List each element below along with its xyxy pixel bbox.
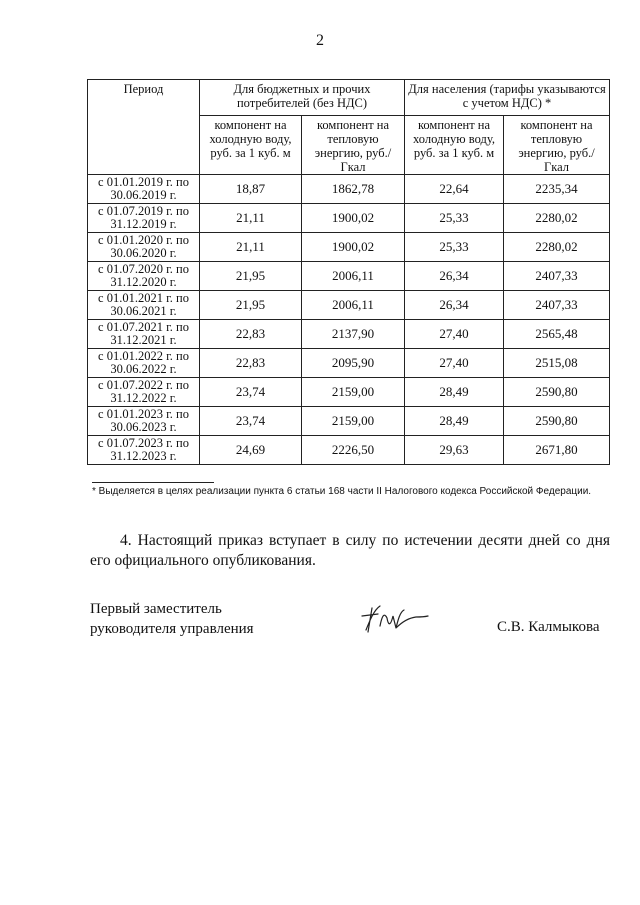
table-cell-population-heat: 2515,08 [504, 349, 610, 378]
table-cell-budget-water: 22,83 [200, 320, 302, 349]
table-cell-budget-heat: 1862,78 [302, 175, 405, 204]
table-cell-population-water: 25,33 [405, 204, 504, 233]
handwritten-signature [360, 602, 430, 641]
table-cell-budget-heat: 2159,00 [302, 378, 405, 407]
table-cell-budget-water: 22,83 [200, 349, 302, 378]
population-group-header: Для населения (тарифы указываются с учетом НДС) * [405, 80, 610, 116]
table-cell-budget-water: 21,11 [200, 204, 302, 233]
footnote: * Выделяется в целях реализации пункта 6 статьи 168 части II Налогового кодекса Российской Федерации. [92, 486, 592, 497]
table-row [88, 320, 610, 349]
table-row [88, 291, 610, 320]
signer-name: С.В. Калмыкова [497, 619, 600, 635]
table-cell-budget-heat: 2137,90 [302, 320, 405, 349]
table-row [88, 436, 610, 465]
table-cell-period: с 01.01.2020 г. по 30.06.2020 г. [88, 233, 200, 262]
signer-title [90, 599, 254, 639]
table-cell-period: с 01.01.2022 г. по 30.06.2022 г. [88, 349, 200, 378]
table-row [88, 349, 610, 378]
table-cell-budget-heat: 1900,02 [302, 233, 405, 262]
table-cell-population-heat: 2280,02 [504, 233, 610, 262]
tariff-table [87, 79, 610, 465]
budget-water-header: компонент на холодную воду, руб. за 1 куб. м [200, 116, 302, 175]
table-cell-population-water: 27,40 [405, 320, 504, 349]
table-row [88, 233, 610, 262]
population-heat-header: компонент на тепловую энергию, руб./Гкал [504, 116, 610, 175]
table-cell-budget-heat: 2006,11 [302, 262, 405, 291]
table-cell-population-water: 26,34 [405, 262, 504, 291]
effective-date-paragraph: 4. Настоящий приказ вступает в силу по истечении десяти дней со дня его официального опубликования. [90, 532, 610, 569]
table-cell-budget-water: 21,11 [200, 233, 302, 262]
table-cell-period: с 01.07.2020 г. по 31.12.2020 г. [88, 262, 200, 291]
signer-title-line-1: Первый заместитель [90, 601, 222, 617]
table-cell-population-heat: 2590,80 [504, 378, 610, 407]
population-water-header: компонент на холодную воду, руб. за 1 куб. м [405, 116, 504, 175]
table-cell-population-heat: 2565,48 [504, 320, 610, 349]
footnote-divider [92, 482, 214, 483]
table-cell-budget-heat: 2095,90 [302, 349, 405, 378]
table-cell-population-water: 26,34 [405, 291, 504, 320]
table-cell-population-heat: 2590,80 [504, 407, 610, 436]
table-row [88, 262, 610, 291]
table-row [88, 407, 610, 436]
table-cell-population-water: 28,49 [405, 407, 504, 436]
table-cell-budget-heat: 2159,00 [302, 407, 405, 436]
budget-heat-header: компонент на тепловую энергию, руб./Гкал [302, 116, 405, 175]
table-cell-population-heat: 2671,80 [504, 436, 610, 465]
table-cell-population-water: 25,33 [405, 233, 504, 262]
table-cell-budget-water: 21,95 [200, 262, 302, 291]
table-cell-budget-water: 18,87 [200, 175, 302, 204]
table-cell-period: с 01.01.2021 г. по 30.06.2021 г. [88, 291, 200, 320]
table-cell-budget-heat: 2006,11 [302, 291, 405, 320]
table-cell-period: с 01.01.2019 г. по 30.06.2019 г. [88, 175, 200, 204]
table-cell-population-heat: 2407,33 [504, 291, 610, 320]
table-cell-period: с 01.01.2023 г. по 30.06.2023 г. [88, 407, 200, 436]
table-cell-population-heat: 2280,02 [504, 204, 610, 233]
table-cell-budget-heat: 2226,50 [302, 436, 405, 465]
table-cell-period: с 01.07.2019 г. по 31.12.2019 г. [88, 204, 200, 233]
page-number: 2 [316, 32, 324, 49]
table-cell-period: с 01.07.2021 г. по 31.12.2021 г. [88, 320, 200, 349]
table-cell-budget-water: 21,95 [200, 291, 302, 320]
table-row [88, 204, 610, 233]
table-cell-population-heat: 2407,33 [504, 262, 610, 291]
signer-title-line-2: руководителя управления [90, 621, 254, 637]
table-cell-period: с 01.07.2022 г. по 31.12.2022 г. [88, 378, 200, 407]
table-cell-population-water: 22,64 [405, 175, 504, 204]
table-cell-population-water: 27,40 [405, 349, 504, 378]
period-column-header: Период [88, 80, 200, 175]
table-cell-population-water: 28,49 [405, 378, 504, 407]
budget-group-header: Для бюджетных и прочих потребителей (без НДС) [200, 80, 405, 116]
table-cell-budget-water: 24,69 [200, 436, 302, 465]
table-cell-budget-heat: 1900,02 [302, 204, 405, 233]
table-cell-budget-water: 23,74 [200, 407, 302, 436]
table-cell-population-heat: 2235,34 [504, 175, 610, 204]
table-cell-period: с 01.07.2023 г. по 31.12.2023 г. [88, 436, 200, 465]
table-cell-population-water: 29,63 [405, 436, 504, 465]
table-row [88, 378, 610, 407]
table-row [88, 175, 610, 204]
table-cell-budget-water: 23,74 [200, 378, 302, 407]
